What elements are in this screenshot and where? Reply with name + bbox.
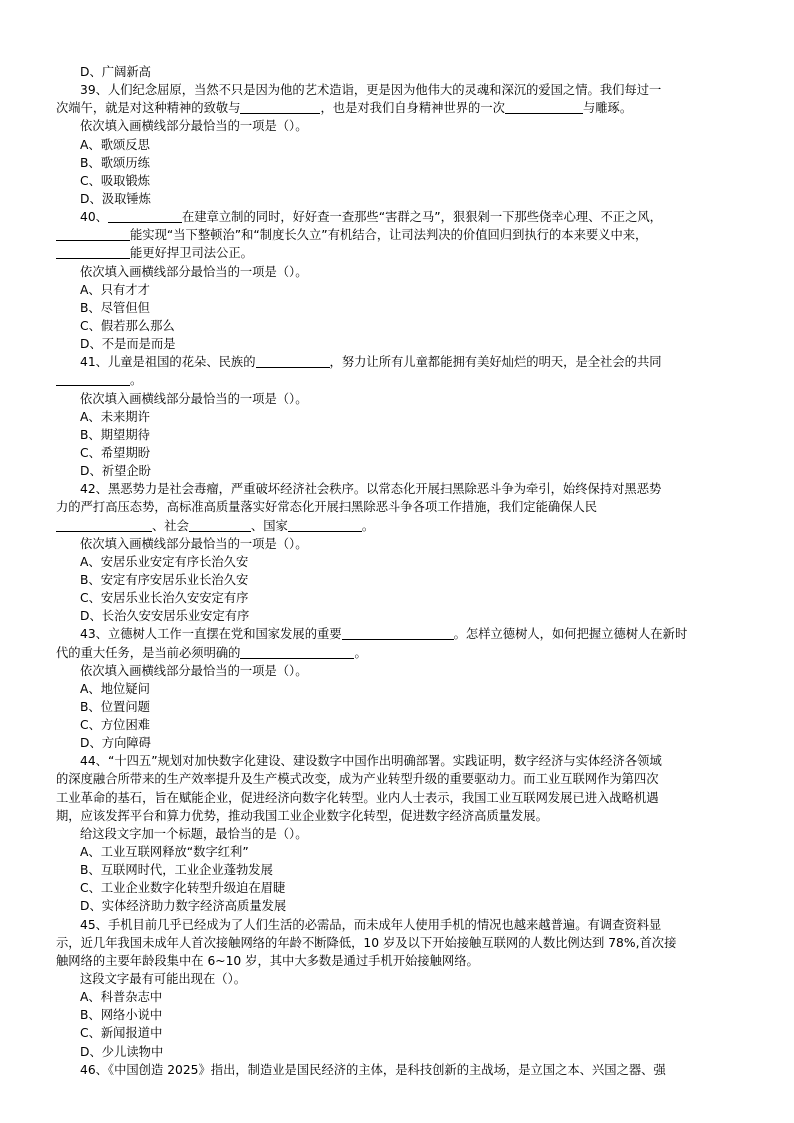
- question-line: [56, 498, 738, 516]
- instruction-line: [56, 390, 738, 408]
- text: C、希望期盼: [80, 445, 151, 460]
- text: A、工业互联网释放“数字红利”: [80, 845, 249, 860]
- text: B、网络小说中: [80, 1008, 163, 1023]
- text: 42、黑恶势力是社会毒瘤，严重破坏经济社会秩序。以常态化开展扫黑除恶斗争为牵引，始终保持对黑恶势: [80, 482, 662, 497]
- instruction-line: [56, 263, 738, 281]
- text: A、安居乐业安定有序长治久安: [80, 554, 249, 569]
- text: D、实体经济助力数字经济高质量发展: [80, 899, 287, 914]
- text: D、不是而是而是: [80, 337, 176, 352]
- blank-line: [505, 100, 583, 114]
- option-line: [56, 136, 738, 154]
- blank-line: [240, 100, 320, 114]
- blank-line: [56, 245, 130, 259]
- text: 39、人们纪念屈原，当然不只是因为他的艺术造诣，更是因为他伟大的灵魂和深沉的爱国之情。我们每过一: [80, 83, 662, 98]
- option-line: [56, 861, 738, 879]
- text: D、汲取锤炼: [80, 191, 151, 206]
- option-line: [56, 190, 738, 208]
- option-line: [56, 589, 738, 607]
- text: 依次填入画横线部分最恰当的一项是（）。: [80, 391, 308, 406]
- option-line: [56, 1043, 738, 1061]
- text: D、广阔新高: [80, 65, 151, 79]
- blank-line: [240, 645, 354, 659]
- text: C、假若那么那么: [80, 318, 175, 333]
- text: 。: [130, 373, 143, 388]
- question-40: [56, 208, 738, 226]
- text: A、只有才才: [80, 282, 150, 297]
- text: A、未来期许: [80, 409, 150, 424]
- text: 与雕琢。: [582, 101, 633, 116]
- question-line: [56, 952, 738, 970]
- instruction-line: [56, 825, 738, 843]
- text: A、科普杂志中: [80, 990, 163, 1005]
- blank-line: [288, 518, 362, 532]
- question-46: [56, 1061, 738, 1079]
- text: D、方向障碍: [80, 736, 151, 751]
- text: C、新闻报道中: [80, 1026, 163, 1041]
- option-line: [56, 1024, 738, 1042]
- text: 。怎样立德树人，如何把握立德树人在新时: [453, 627, 688, 642]
- text: 、国家: [250, 518, 288, 533]
- question-43: [56, 625, 738, 643]
- text: 依次填入画横线部分最恰当的一项是（）。: [80, 119, 308, 134]
- option-line: [56, 607, 738, 625]
- question-line: [56, 99, 738, 117]
- option-line: [56, 698, 738, 716]
- text: B、位置问题: [80, 699, 150, 714]
- question-42: [56, 480, 738, 498]
- question-39: [56, 81, 738, 99]
- option-line: [56, 444, 738, 462]
- text: B、期望期待: [80, 427, 150, 442]
- text: 期，应该发挥平台和算力优势，推动我国工业企业数字化转型，促进数字经济高质量发展。: [56, 808, 548, 823]
- text: 依次填入画横线部分最恰当的一项是（）。: [80, 264, 308, 279]
- question-line: [56, 371, 738, 389]
- option-line: [56, 716, 738, 734]
- text: ，也是对我们自身精神世界的一次: [320, 101, 505, 116]
- text: A、歌颂反思: [80, 137, 150, 152]
- text: 44、“十四五”规划对加快数字化建设、建设数字中国作出明确部署。实践证明，数字经济与实体经济各领域: [80, 754, 662, 769]
- text: 、社会: [152, 518, 189, 533]
- text: ，努力让所有儿童都能拥有美好灿烂的明天，是全社会的共同: [329, 355, 662, 370]
- option-line: [56, 172, 738, 190]
- question-line: [56, 807, 738, 825]
- text: 依次填入画横线部分最恰当的一项是（）。: [80, 536, 308, 551]
- blank-line: [342, 626, 454, 640]
- text: C、吸取锻炼: [80, 173, 151, 188]
- blank-line: [189, 518, 251, 532]
- option-line: [56, 553, 738, 571]
- question-line: [56, 644, 738, 662]
- text: 。: [354, 645, 367, 660]
- option-line: [56, 897, 738, 915]
- blank-line: [256, 354, 330, 368]
- option-line: [56, 281, 738, 299]
- text: 的深度融合所带来的生产效率提升及生产模式改变，成为产业转型升级的重要驱动力。而工业互联网作为第四次: [56, 772, 659, 787]
- text: 。: [361, 518, 375, 533]
- text: 能实现“当下整顿治”和“制度长久立”有机结合，让司法判决的价值回归到执行的本来要义中来，: [130, 228, 648, 243]
- question-line: [56, 934, 738, 952]
- option-line: [56, 462, 738, 480]
- text: D、祈望企盼: [80, 464, 151, 479]
- option-line: [56, 299, 738, 317]
- text: C、方位困难: [80, 718, 151, 733]
- option-line: [56, 843, 738, 861]
- option-line: [56, 317, 738, 335]
- text: 45、手机目前几乎已经成为了人们生活的必需品，而未成年人使用手机的情况也越来越普遍。有调查资料显: [80, 917, 662, 932]
- question-line: [56, 789, 738, 807]
- blank-line: [56, 372, 130, 386]
- text: 能更好捍卫司法公正。: [130, 246, 253, 261]
- text: 次端午，就是对这种精神的致敬与: [56, 101, 241, 116]
- text: 43、立德树人工作一直摆在党和国家发展的重要: [80, 627, 342, 642]
- text: 工业革命的基石，旨在赋能企业，促进经济向数字化转型。业内人士表示，我国工业互联网发展已进入战略机遇: [56, 790, 659, 805]
- instruction-line: [56, 662, 738, 680]
- text: 这段文字最有可能出现在（）。: [80, 972, 247, 987]
- option-line: [56, 1006, 738, 1024]
- option-line: [56, 879, 738, 897]
- text: B、安定有序安居乐业长治久安: [80, 572, 249, 587]
- option-line: [56, 571, 738, 589]
- text: 力的严打高压态势，高标准高质量落实好常态化开展扫黑除恶斗争各项工作措施，我们定能确保人民: [56, 500, 598, 515]
- option-line: [56, 63, 738, 81]
- text: C、安居乐业长治久安安定有序: [80, 591, 249, 606]
- question-text: [56, 63, 738, 1079]
- blank-line: [56, 518, 152, 532]
- question-line: [56, 517, 738, 535]
- instruction-line: [56, 117, 738, 135]
- text: 给这段文字加一个标题，最恰当的是（）。: [80, 826, 308, 841]
- text: A、地位疑问: [80, 681, 150, 696]
- text: 触网络的主要年龄段集中在 6~10 岁，其中大多数是通过手机开始接触网络。: [56, 953, 479, 968]
- option-line: [56, 988, 738, 1006]
- option-line: [56, 680, 738, 698]
- option-line: [56, 734, 738, 752]
- option-line: [56, 335, 738, 353]
- text: 依次填入画横线部分最恰当的一项是（）。: [80, 663, 308, 678]
- text: B、尽管但但: [80, 300, 150, 315]
- question-line: [56, 244, 738, 262]
- question-line: [56, 226, 738, 244]
- text: C、工业企业数字化转型升级迫在眉睫: [80, 881, 286, 896]
- text: D、少儿读物中: [80, 1044, 164, 1059]
- question-41: [56, 353, 738, 371]
- text: 代的重大任务，是当前必须明确的: [56, 645, 241, 660]
- instruction-line: [56, 535, 738, 553]
- option-line: [56, 408, 738, 426]
- instruction-line: [56, 970, 738, 988]
- question-45: [56, 916, 738, 934]
- text: 46、《中国创造 2025》指出，制造业是国民经济的主体，是科技创新的主战场，是立国之本、兴国之器、强: [80, 1062, 666, 1077]
- text: 在建章立制的同时，好好查一查那些“害群之马”，狠狠剁一下那些侥幸心理、不正之风，: [181, 210, 662, 225]
- option-line: [56, 426, 738, 444]
- option-line: [56, 154, 738, 172]
- text: B、互联网时代，工业企业蓬勃发展: [80, 863, 273, 878]
- text: 示，近几年我国未成年人首次接触网络的年龄不断降低，10 岁及以下开始接触互联网的人数比例达到 78%,首次接: [56, 935, 677, 950]
- text: B、歌颂历练: [80, 155, 150, 170]
- text: D、长治久安安居乐业安定有序: [80, 609, 250, 624]
- blank-line: [108, 209, 182, 223]
- question-44: [56, 752, 738, 770]
- question-line: [56, 770, 738, 788]
- text: 40、: [80, 210, 108, 225]
- blank-line: [56, 227, 130, 241]
- text: 41、儿童是祖国的花朵、民族的: [80, 355, 256, 370]
